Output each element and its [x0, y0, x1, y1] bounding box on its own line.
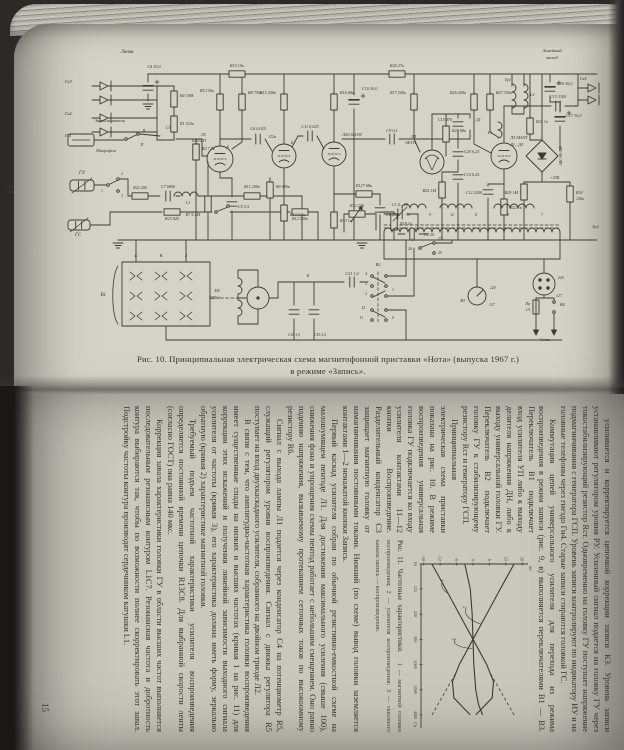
svg-text:Линия: Линия: [120, 50, 134, 55]
svg-text:Звукосниматель: Звукосниматель: [94, 118, 126, 123]
svg-text:дб: дб: [527, 566, 533, 571]
svg-text:С2 20: С2 20: [424, 232, 435, 237]
svg-text:0: 0: [469, 558, 475, 561]
svg-text:R17 200к: R17 200к: [389, 90, 406, 95]
svg-text:С8 2200: С8 2200: [386, 212, 401, 217]
svg-text:Л2а: Л2а: [268, 134, 276, 139]
svg-text:С4 30,0: С4 30,0: [147, 64, 161, 69]
svg-text:В2: В2: [375, 262, 381, 267]
svg-text:С7 6800: С7 6800: [160, 184, 176, 189]
figure-10-caption: [66, 354, 590, 377]
svg-text:127: 127: [556, 294, 562, 298]
svg-text:125: 125: [412, 585, 418, 592]
svg-text:Гн1: Гн1: [65, 133, 72, 138]
svg-text:+25В: +25В: [550, 175, 560, 180]
svg-text:18: 18: [519, 556, 525, 561]
svg-text:R1 510к: R1 510к: [180, 121, 194, 126]
svg-text:R16 68к: R16 68к: [340, 90, 354, 95]
svg-text:Л3 6Н1П: Л3 6Н1П: [510, 135, 528, 140]
page-15-rotated-text: [28, 394, 620, 746]
svg-text:4: 4: [365, 272, 367, 276]
svg-text:R25 1М: R25 1М: [422, 188, 436, 193]
svg-text:Гц: Гц: [412, 722, 418, 727]
svg-text:1А: 1А: [525, 308, 530, 312]
article-text: [28, 394, 620, 746]
svg-text:2: 2: [365, 292, 367, 296]
svg-text:R22 200: R22 200: [133, 185, 147, 190]
svg-text:1: 1: [392, 288, 394, 292]
paragraph: Требуемый подъем частотной характеристики усилителя воспроизведения определяется постоянной времени цепочки R13C8. Для выбранной скорости ленты (согласно ГОСТ) она равна 140 мкс.: [166, 406, 197, 732]
svg-text:ЭДГ-2: ЭДГ-2: [208, 295, 220, 300]
svg-text:1000: 1000: [412, 660, 418, 669]
svg-text:R4 10М: R4 10М: [180, 93, 194, 98]
svg-text:R21 68к: R21 68к: [452, 128, 466, 133]
svg-text:9: 9: [429, 213, 431, 217]
svg-text:С17 30,0: С17 30,0: [566, 113, 582, 118]
svg-text:8: 8: [507, 213, 509, 217]
svg-text:R12* 68к: R12* 68к: [355, 183, 373, 188]
svg-text:Л4: Л4: [410, 134, 416, 139]
svg-text:R20 27к: R20 27к: [390, 63, 404, 68]
svg-text:2: 2: [121, 172, 123, 176]
svg-text:-12: -12: [437, 555, 443, 561]
svg-text:12: 12: [361, 306, 365, 310]
figure-11: [372, 540, 535, 732]
paragraph-text: усиливается и корректируется цепочкой коррекции записи КЗ. Уровень записи устанавливают регулятором уровня РУ. Усиленный сигнал подается на головку ГУ через токостабилизирующий резистор Rст. Одновременно на головку ГУ поступает напряжение подмагничивания с генератора ГСП. Уровень записи контролируют по индикатору ИУ и на головные телефоны через гнездо Гн4. Старые записи стираются головкой ГС.: [559, 406, 612, 733]
svg-text:С5 0,5: С5 0,5: [238, 204, 250, 209]
svg-text:R22 1к: R22 1к: [510, 205, 522, 210]
figure-11-caption: Рис. 11. Частотные характеристики.: [395, 540, 404, 653]
svg-text:R9 680к: R9 680к: [276, 184, 290, 189]
svg-text:3: 3: [365, 282, 367, 286]
paragraph: Первый каскад усилителя собран по обычной резистивно-емкостной схеме на малошумящем пентоде Л1. Для достижения максимального усиления (свыше 100), снижения фона и упрощения схемы пентод работает с небольшим смещением. Оно равно падению напряжения, вызываемому протеканием сеточных токов по высокоомному резистору R6.: [286, 406, 339, 732]
svg-text:АВС-80-260: АВС-80-260: [559, 146, 563, 166]
svg-text:L2: L2: [530, 92, 535, 97]
svg-text:С12 2200: С12 2200: [465, 190, 482, 195]
svg-text:С9 0,1: С9 0,1: [386, 128, 398, 133]
svg-text:В1: В1: [100, 293, 106, 298]
svg-text:R32 270: R32 270: [349, 203, 365, 208]
svg-text:Тр2: Тр2: [592, 224, 599, 229]
svg-text:Б: Б: [290, 141, 294, 145]
paragraph-text: Коммутация цепей универсального усилителя для перехода из режима воспроизведения в режим записи (рис. 9, в) выполняется переключателями В1 — В3.: [537, 406, 558, 732]
svg-text:Б: Б: [226, 145, 230, 149]
svg-text:9: 9: [392, 316, 394, 320]
svg-text:С6 0,025: С6 0,025: [250, 126, 266, 131]
svg-text:Гн3: Гн3: [65, 79, 72, 84]
svg-text:З: З: [184, 253, 188, 258]
caption-line-2: в режиме «Запись».: [290, 365, 366, 376]
svg-text:С21 1,0: С21 1,0: [345, 271, 359, 276]
svg-text:R30: R30: [576, 190, 583, 195]
svg-text:R14 3,9к: R14 3,9к: [290, 212, 305, 217]
svg-text:Сеть: Сеть: [539, 337, 551, 342]
svg-text:С11 0,025: С11 0,025: [301, 124, 319, 129]
svg-text:R29 1М: R29 1М: [504, 190, 518, 195]
svg-text:1: 1: [437, 578, 443, 582]
svg-text:3: 3: [450, 637, 456, 641]
svg-text:Микрофон: Микрофон: [96, 148, 116, 153]
svg-text:ГУ: ГУ: [79, 171, 85, 176]
svg-text:М1: М1: [214, 288, 220, 293]
svg-text:6Ж32П: 6Ж32П: [191, 138, 206, 143]
svg-text:Гн2: Гн2: [65, 111, 72, 116]
svg-text:ГС: ГС: [75, 233, 81, 238]
svg-text:7: 7: [541, 213, 543, 217]
svg-text:2: 2: [460, 606, 466, 609]
svg-text:27: 27: [438, 237, 442, 241]
svg-text:В: В: [142, 128, 146, 133]
svg-text:10: 10: [406, 213, 410, 217]
svg-text:С3: С3: [165, 125, 171, 130]
svg-text:150к: 150к: [576, 196, 584, 201]
svg-text:3: 3: [121, 194, 123, 198]
svg-text:11: 11: [359, 316, 363, 320]
svg-text:R18 1к: R18 1к: [400, 221, 412, 226]
paragraph: [557, 406, 612, 732]
svg-text:220: 220: [490, 286, 496, 290]
svg-text:R7 5,1М: R7 5,1М: [185, 212, 200, 217]
svg-text:R13 1к: R13 1к: [340, 218, 352, 223]
svg-text:12: 12: [502, 556, 508, 561]
svg-text:R24 1к: R24 1к: [536, 119, 548, 124]
svg-text:С20 0,25: С20 0,25: [464, 149, 480, 154]
svg-text:1: 1: [101, 189, 103, 193]
svg-text:6: 6: [486, 558, 492, 561]
paragraph: В связи с тем, что амплитудно-частотная характеристика головки воспроизведения имеет существенные спады на низких и высших частотах (кривая 1 на рис. 11) для коррекции этих искажений и получения линейной зависимости выходного сигнала усилителя от частоты (кривая 3), его характеристика должна иметь форму, зеркально обратную (кривая 2) характеристике магнитной головки.: [198, 406, 252, 732]
svg-text:С: С: [134, 253, 138, 258]
page-number-14: 14: [5, 184, 16, 194]
svg-text:220: 220: [558, 276, 564, 280]
svg-text:Д1—Д4: Д1—Д4: [510, 142, 523, 147]
svg-text:R8 750к: R8 750к: [248, 90, 262, 95]
svg-text:R26 200к: R26 200к: [449, 90, 466, 95]
svg-text:Пр: Пр: [525, 302, 530, 306]
figure-11-legend: 1 — магнитной головки воспроизведения; 2 — усилителя воспроизведения; 3 — сквозного канала запись — воспроизведение.: [373, 540, 403, 732]
svg-text:500: 500: [412, 636, 418, 643]
svg-text:С14 0,25: С14 0,25: [464, 172, 480, 177]
svg-text:-18: -18: [420, 555, 426, 561]
svg-text:В3: В3: [460, 298, 465, 303]
svg-text:-6: -6: [453, 557, 459, 561]
svg-text:L1: L1: [185, 200, 191, 205]
svg-text:L3: L3: [487, 130, 492, 135]
svg-text:R10 10к: R10 10к: [230, 63, 244, 68]
svg-text:127: 127: [489, 303, 495, 307]
svg-text:Гн4: Гн4: [580, 76, 587, 81]
svg-text:Л2б 6Н1П: Л2б 6Н1П: [342, 132, 362, 137]
svg-text:4000: 4000: [412, 710, 418, 720]
svg-text:26: 26: [408, 247, 412, 251]
svg-text:11: 11: [474, 213, 478, 217]
svg-text:Е: Е: [306, 273, 310, 278]
svg-text:2000: 2000: [412, 685, 418, 694]
page-number-15: 15: [39, 703, 50, 712]
svg-text:Л1: Л1: [200, 132, 206, 137]
svg-text:R15 200к: R15 200к: [259, 90, 276, 95]
svg-text:С19 2,0: С19 2,0: [313, 333, 327, 337]
svg-text:выход: выход: [546, 55, 558, 60]
paragraph: Принципиальная электрическая схема приставки показана на рис. 10. В режиме воспроизведения универсальная головка ГУ подключается ко входу усилителя контактами 11—12 кнопки Воспроизведение. Разделительный конденсатор С3 защищает магнитную головку от намагничивания постоянными токами. Нижний (по схеме) вывод головки заземляется контактами 1—2 ненажатой кнопки Запись.: [340, 406, 460, 732]
svg-text:В: В: [159, 253, 163, 258]
schematic-figure: [62, 44, 612, 354]
svg-text:R11 200к: R11 200к: [244, 184, 260, 189]
paragraph: Сигнал с выхода лампы Л1 подается через конденсатор С4 на потенциометр R5, служащий регулятором уровня воспроизведения. Сигнал с движка регулятора R5 поступает на вход двухкаскадного усилителя, собранного на двойном триоде Л2.: [253, 406, 285, 732]
svg-text:250: 250: [412, 611, 418, 618]
svg-text:R27 300к: R27 300к: [496, 90, 513, 95]
svg-text:6Е1П: 6Е1П: [405, 140, 416, 145]
svg-text:С13 3300: С13 3300: [549, 94, 567, 99]
paragraph: Коррекция завала характеристики головки ГУ в области высших частот выполняется последовательным резонансным контуром L1C7. Резонансная частота и добротность контура выбираются так, чтобы по возможности полнее скорректировать этот завал. Подстройку частоты контура производят сердечником катушки L1.: [122, 406, 165, 732]
svg-text:П: П: [140, 142, 144, 147]
svg-text:С1 6—30: С1 6—30: [392, 202, 408, 207]
svg-text:Тр1: Тр1: [504, 77, 511, 82]
svg-text:25: 25: [438, 251, 442, 255]
svg-text:С16 30,0: С16 30,0: [557, 81, 573, 86]
svg-text:Д1: Д1: [476, 117, 481, 122]
frequency-chart: [405, 540, 535, 732]
svg-text:С: С: [411, 237, 414, 242]
svg-text:R23 820: R23 820: [164, 216, 180, 221]
svg-text:R12 150к: R12 150к: [291, 216, 309, 221]
svg-text:С10 30,0: С10 30,0: [362, 86, 378, 91]
svg-text:С18 1,0: С18 1,0: [287, 333, 301, 337]
svg-text:R2 7,5к: R2 7,5к: [202, 146, 215, 151]
svg-text:С15 470: С15 470: [437, 117, 452, 122]
svg-text:12: 12: [450, 213, 454, 217]
svg-text:R5 150к: R5 150к: [200, 88, 214, 93]
paragraph-text: Переключатель В1 подключает вход усилителя УП либо к выходу делителя напряжения ДН, либо к выходу универсальной головки ГУ. Переключатель В2 подключает головку ГУ к стабилизирующему резистору Rст и генератору ГСП.: [461, 406, 536, 533]
svg-text:63: 63: [412, 561, 418, 567]
caption-line-1: Рис. 10. Принципиальная электрическая схема магнитофонной приставки «Нота» (выпуска 1967 г.): [136, 354, 520, 364]
svg-text:В4: В4: [560, 302, 565, 307]
svg-text:Линейный: Линейный: [542, 48, 562, 53]
